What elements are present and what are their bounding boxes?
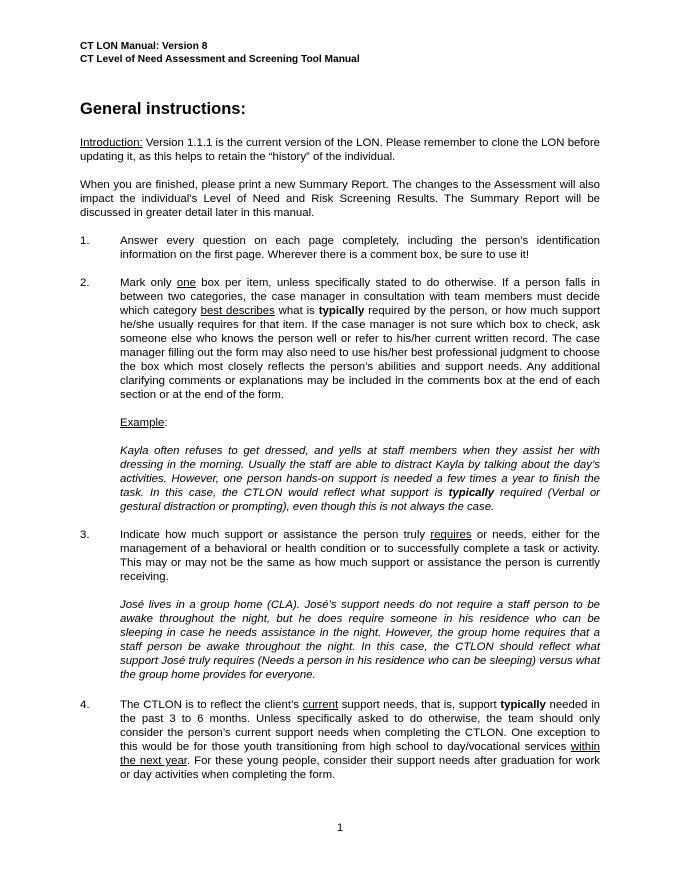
item-text: Indicate how much support or assistance the person truly requires or needs, either for the management of a behavioral or health condition or to successfully complete a task or activity. This may or may not be the same as how much support or assistance the person is currently receiving. bbox=[120, 529, 600, 583]
example-text: Kayla often refuses to get dressed, and yells at staff members when they assist her with dressing in the morning. Usually the staff are able to distract Kayla by talking about the day’s activities. However, one person hands-on support is needed a few times a year to finish the task. In this case, the CTLON would reflect what support is typically required (Verbal or gestural distraction or prompting), even though this is not always the case. bbox=[120, 445, 600, 513]
finished-text: When you are finished, please print a new Summary Report. The changes to the Assessment will also impact the individual’s Level of Need and Risk Screening Results. The Summary Report will be discussed in greater detail later in this manual. bbox=[80, 179, 600, 219]
running-header bbox=[80, 40, 360, 66]
item-number: 2. bbox=[80, 277, 90, 289]
item-text: Answer every question on each page completely, including the person’s identification information on the first page. Wherever there is a comment box, be sure to use it! bbox=[120, 235, 600, 261]
finished-paragraph bbox=[80, 178, 600, 220]
item-number: 3. bbox=[80, 529, 90, 541]
list-item bbox=[80, 528, 600, 682]
example-label-line: Example: bbox=[120, 417, 168, 429]
page-title: General instructions: bbox=[80, 100, 246, 118]
header-line-2: CT Level of Need Assessment and Screening Tool Manual bbox=[80, 54, 360, 65]
example-text: José lives in a group home (CLA). José’s support needs do not require a staff person to be awake throughout the night, but he does require someone in his residence who can be sleeping in case he needs assistance in the night. However, the group home requires that a staff person be awake throughout the night. In this case, the CTLON should reflect what support José truly requires (Needs a person in his residence who can be sleeping) versus what the group home provides for everyone. bbox=[120, 599, 600, 681]
list-item bbox=[80, 698, 600, 782]
intro-label: Introduction: bbox=[80, 137, 143, 149]
page-number: 1 bbox=[336, 822, 344, 834]
intro-paragraph bbox=[80, 136, 600, 164]
header-line-1: CT LON Manual: Version 8 bbox=[80, 41, 208, 52]
intro-text: Version 1.1.1 is the current version of the LON. Please remember to clone the LON before updating it, as this helps to retain the “history” of the individual. bbox=[80, 137, 600, 163]
item-text: Mark only one box per item, unless specifically stated to do otherwise. If a person falls in between two categories, the case manager in consultation with team members must decide which category best describes what is typically required by the person, or how much support he/she usually requires for that item. If the case manager is not sure which box to check, ask someone else who knows the person well or refer to his/her current written record. The case manager filling out the form may also need to use his/her best professional judgment to choose the box which most closely reflects the person’s abilities and support needs. Any additional clarifying comments or explanations may be included in the comments box at the end of each section or at the end of the form. bbox=[120, 277, 601, 401]
item-number: 1. bbox=[80, 235, 90, 247]
item-number: 4. bbox=[80, 699, 90, 711]
list-item bbox=[80, 234, 600, 262]
item-text: The CTLON is to reflect the client’s current support needs, that is, support typically needed in the past 3 to 6 months. Unless specifically asked to do otherwise, the team should only consider the person’s current support needs when completing the CTLON. One exception to this would be for those youth transitioning from high school to day/vocational services within the next year. For these young people, consider their support needs after graduation for work or day activities when completing the form. bbox=[120, 699, 600, 781]
example-label: Example bbox=[120, 417, 165, 429]
list-item bbox=[80, 276, 600, 514]
